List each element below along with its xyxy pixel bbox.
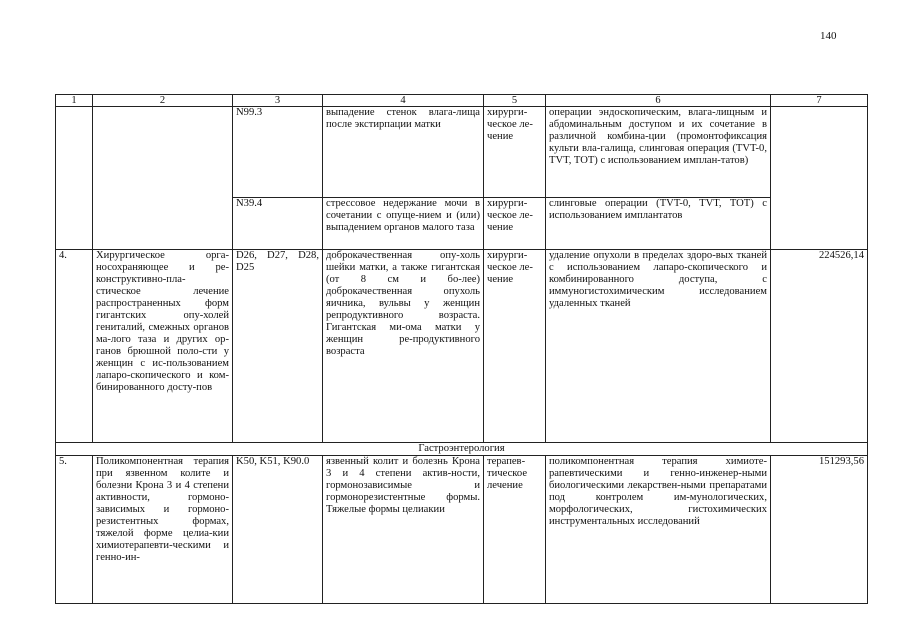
header-col-6: 6 (546, 95, 771, 107)
cell-icd-code: D26, D27, D28, D25 (233, 250, 323, 443)
header-col-4: 4 (323, 95, 484, 107)
cell-icd-code: N99.3 (233, 107, 323, 198)
cell-patient-model: доброкачественная опу-холь шейки матки, а также гигантская (от 8 см и бо-лее) доброкачественная опухоль яичника, вульвы у женщин репродуктивного возраста. Гигантская ми-ома матки у женщин ре-продуктивного возраста (323, 250, 484, 443)
page-number: 140 (820, 30, 837, 42)
cell-icd-code: K50, K51, K90.0 (233, 456, 323, 604)
cell-treatment-method: удаление опухоли в пределах здоро-вых тканей с использованием лапаро-скопического и комбинированного доступа, с иммуногистохимическим исследованием удаленных тканей (546, 250, 771, 443)
cell-treatment-type: терапев-тическое лечение (484, 456, 546, 604)
care-name-text: Поликомпонентная терапия при язвенном колите и болезни Крона 3 и 4 степени активности, гормоно-зависимых и гормоно-резистентных формах, тяжелой форме целиа-кии химиотерапевти-ческими и генно-ин- (96, 456, 229, 563)
header-col-3: 3 (233, 95, 323, 107)
cell-care-name (93, 456, 233, 604)
cell-patient-model: выпадение стенок влага-лища после экстирпации матки (323, 107, 484, 198)
cell-cost (771, 107, 868, 250)
cell-treatment-method: операции эндоскопическим, влага-лищным и абдоминальным доступом и их сочетание в различной комбина-ции (промонтофиксация культи вла-галища, слинговая операция (TVT-0, TVT, TOT) с использованием имплан-татов) (546, 107, 771, 198)
section-title: Гастроэнтерология (56, 443, 868, 456)
cell-care-name: Хирургическое орга-носохраняющее и ре-конструктивно-пла-стическое лечение распространенных форм гигантских опу-холей гениталий, смежных органов ма-лого таза и других ор-ганов брюшной поло-сти у женщин с ис-пользованием лапаро-скопического и ком-бинированного досту-пов (93, 250, 233, 443)
cell-patient-model: стрессовое недержание мочи в сочетании с опуще-нием и (или) выпадением органов малого таза (323, 198, 484, 250)
cell-icd-code: N39.4 (233, 198, 323, 250)
table-row (56, 250, 868, 443)
cell-treatment-type: хирурги-ческое ле-чение (484, 198, 546, 250)
header-col-5: 5 (484, 95, 546, 107)
header-col-7: 7 (771, 95, 868, 107)
cell-cost: 151293,56 (771, 456, 868, 604)
section-row (56, 443, 868, 456)
cell-number (56, 107, 93, 250)
header-col-1: 1 (56, 95, 93, 107)
header-col-2: 2 (93, 95, 233, 107)
table-row (56, 456, 868, 604)
cell-care-name (93, 107, 233, 250)
cell-patient-model: язвенный колит и болезнь Крона 3 и 4 степени актив-ности, гормонозависимые и гормонорезистентные формы. Тяжелые формы целиакии (323, 456, 484, 604)
medical-care-table (55, 94, 868, 604)
cell-treatment-method: слинговые операции (TVT-0, TVT, TOT) с использованием имплантатов (546, 198, 771, 250)
cell-treatment-type: хирурги-ческое ле-чение (484, 250, 546, 443)
cell-cost: 224526,14 (771, 250, 868, 443)
cell-number: 4. (56, 250, 93, 443)
cell-treatment-method: поликомпонентная терапия химиоте-рапевтическими и генно-инженер-ными биологическими лекарствен-ными препаратами под контролем им-мунологических, морфологических, гистохимических инструментальных исследований (546, 456, 771, 604)
header-row (56, 95, 868, 107)
table-row (56, 107, 868, 198)
cell-number: 5. (56, 456, 93, 604)
cell-treatment-type: хирурги-ческое ле-чение (484, 107, 546, 198)
